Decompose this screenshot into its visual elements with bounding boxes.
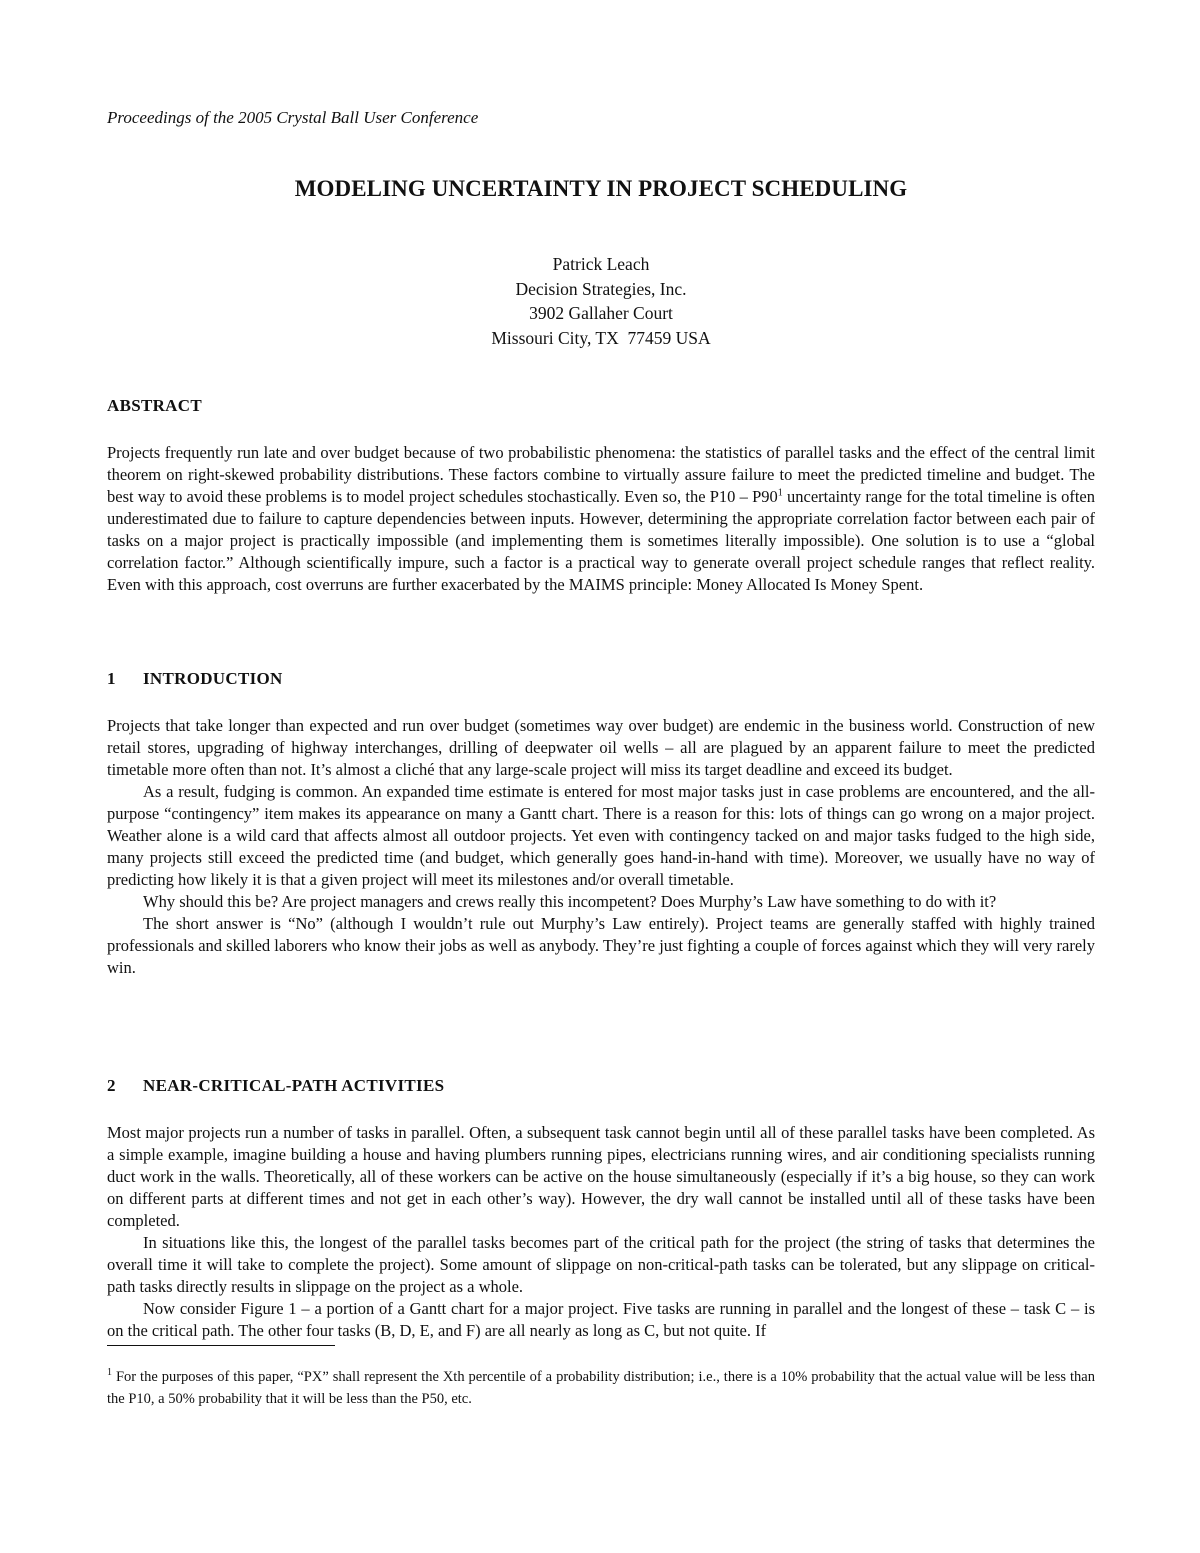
abstract-heading: ABSTRACT bbox=[107, 396, 202, 415]
abstract-text bbox=[107, 442, 1095, 596]
footnote bbox=[107, 1366, 1095, 1410]
footnote-text: For the purposes of this paper, “PX” shall represent the Xth percentile of a probability distribution; i.e., there is a 10% probability that the actual value will be less than the P10, a 50% probability that it will be less than the P50, etc. bbox=[107, 1369, 1095, 1407]
paragraph: As a result, fudging is common. An expanded time estimate is entered for most major tasks just in case problems are encountered, and the all-purpose “contingency” item makes its appearance on many a Gantt chart. There is a reason for this: lots of things can go wrong on a major project. Weather alone is a wild card that affects almost all outdoor projects. Yet even with contingency tacked on and major tasks fudged to the high side, many projects still exceed the predicted time (and budget, which generally goes hand-in-hand with time). Moreover, we usually have no way of predicting how likely it is that a given project will meet its milestones and/or overall timetable. bbox=[107, 782, 1095, 889]
footnote-marker: 1 bbox=[107, 1367, 112, 1379]
section-1-number: 1 bbox=[107, 669, 116, 688]
paragraph: Projects that take longer than expected and run over budget (sometimes way over budget) are endemic in the business world. Construction of new retail stores, upgrading of highway interchanges, drilling of deepwater oil wells – all are plagued by an apparent failure to meet the predicted timetable more often than not. It’s almost a cliché that any large-scale project will miss its target deadline and exceed its budget. bbox=[107, 716, 1095, 779]
section-1-title: INTRODUCTION bbox=[143, 669, 283, 688]
author-street: 3902 Gallaher Court bbox=[529, 303, 673, 323]
author-name: Patrick Leach bbox=[552, 254, 650, 274]
author-city: Missouri City, TX 77459 USA bbox=[491, 327, 711, 348]
paper-title: MODELING UNCERTAINTY IN PROJECT SCHEDULING bbox=[294, 176, 908, 201]
proceedings-line: Proceedings of the 2005 Crystal Ball User Conference bbox=[107, 108, 479, 127]
abstract-text-part-1: Projects frequently run late and over budget because of two probabilistic phenomena: the statistics of parallel tasks and the effect of the central limit theorem on right-skewed probability distributions. These factors combine to virtually assure failure to meet the predicted timeline and budget. The best way to avoid these problems is to model project schedules stochastically. Even so, the P10 – P90 bbox=[107, 443, 1095, 506]
footnote-divider bbox=[107, 1345, 335, 1346]
section-2-heading bbox=[107, 1076, 444, 1096]
paragraph: Why should this be? Are project managers and crews really this incompetent? Does Murphy’s Law have something to do with it? bbox=[143, 892, 997, 911]
section-2-title: NEAR-CRITICAL-PATH ACTIVITIES bbox=[143, 1076, 445, 1095]
section-1-heading bbox=[107, 669, 283, 689]
abstract-text-part-2: uncertainty range for the total timeline is often underestimated due to failure to capture dependencies between inputs. However, determining the appropriate correlation factor between each pair of tasks on a major project is practically impossible (and implementing them is sometimes literally impossible). One solution is to use a “global correlation factor.” Although scientifically impure, such a factor is a practical way to generate overall project schedule ranges that reflect reality. Even with this approach, cost overruns are further exacerbated by the MAIMS principle: Money Allocated Is Money Spent. bbox=[107, 487, 1096, 594]
paragraph: Most major projects run a number of tasks in parallel. Often, a subsequent task cannot begin until all of these parallel tasks have been completed. As a simple example, imagine building a house and having plumbers running pipes, electricians running wires, and air conditioning specialists running duct work in the walls. Theoretically, all of these workers can be active on the house simultaneously (especially if it’s a big house, so they can work on different parts at different times and not get in each other’s way). However, the dry wall cannot be installed until all of these tasks have been completed. bbox=[107, 1123, 1095, 1230]
section-2-number: 2 bbox=[107, 1076, 116, 1095]
paragraph: In situations like this, the longest of the parallel tasks becomes part of the critical path for the project (the string of tasks that determines the overall time it will take to complete the project). Some amount of slippage on non-critical-path tasks can be tolerated, but any slippage on critical-path tasks directly results in slippage on the project as a whole. bbox=[107, 1233, 1095, 1296]
paragraph: Now consider Figure 1 – a portion of a Gantt chart for a major project. Five tasks are running in parallel and the longest of these – task C – is on the critical path. The other four tasks (B, D, E, and F) are all nearly as long as C, but not quite. If bbox=[107, 1299, 1095, 1340]
author-block bbox=[107, 252, 1095, 350]
author-organization: Decision Strategies, Inc. bbox=[515, 278, 687, 299]
section-2-body bbox=[107, 1122, 1095, 1342]
section-1-body bbox=[107, 715, 1095, 979]
paragraph: The short answer is “No” (although I wouldn’t rule out Murphy’s Law entirely). Project teams are generally staffed with highly trained professionals and skilled laborers who know their jobs as well as anybody. They’re just fighting a couple of forces against which they will very rarely win. bbox=[107, 914, 1095, 977]
footnote-ref-1: 1 bbox=[777, 487, 783, 499]
